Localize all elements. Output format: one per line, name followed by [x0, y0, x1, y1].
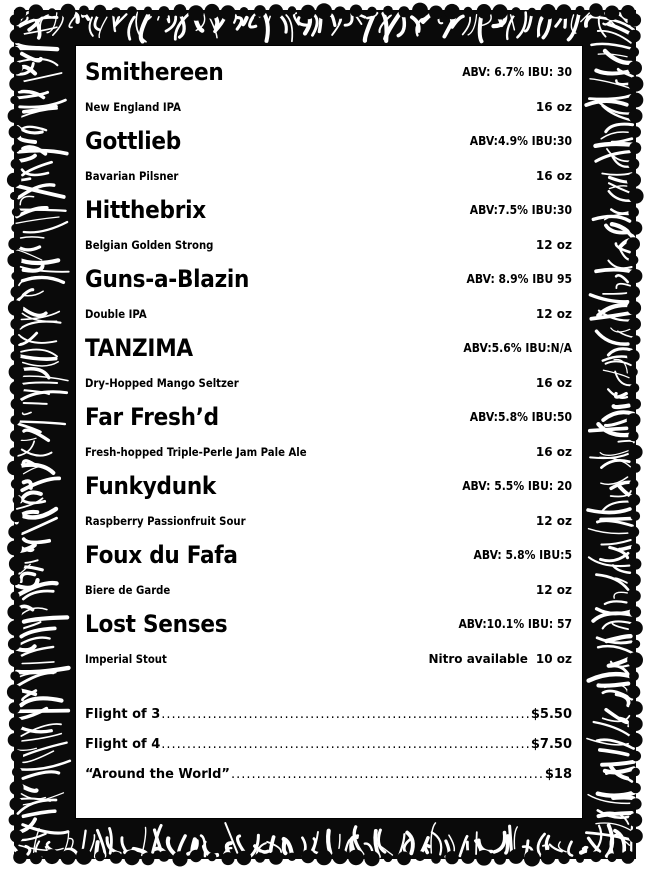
dot-leader [161, 706, 530, 724]
beer-serving [528, 100, 572, 114]
beer-serving [528, 583, 572, 597]
beer-style: Bavarian Pilsner [85, 169, 179, 183]
beer-name: Hitthebrix [85, 196, 206, 224]
beer-abv-ibu: ABV: 6.7% IBU: 30 [462, 65, 572, 79]
beer-name: Far Fresh’d [85, 403, 219, 431]
beer-name: Foux du Fafa [85, 541, 238, 569]
beer-abv-ibu: ABV: 5.5% IBU: 20 [462, 479, 572, 493]
beer-abv-ibu: ABV: 5.8% IBU:5 [473, 548, 572, 562]
beer-size: 10 oz [535, 652, 572, 666]
dot-leader [231, 766, 544, 784]
beer-entry [85, 403, 572, 465]
beer-abv-ibu: ABV:10.1% IBU: 57 [458, 617, 572, 631]
beer-serving [528, 169, 572, 183]
beer-name: Gottlieb [85, 127, 181, 155]
flight-label: “Around the World” [85, 767, 230, 782]
beer-name: Guns-a-Blazin [85, 265, 250, 293]
beer-serving [528, 376, 572, 390]
beer-size: 12 oz [535, 583, 572, 597]
beer-style: Biere de Garde [85, 583, 171, 597]
beer-style: Fresh-hopped Triple-Perle Jam Pale Ale [85, 445, 307, 459]
beer-note: Nitro available [428, 652, 528, 666]
beer-serving [528, 514, 572, 528]
beer-style: Double IPA [85, 307, 147, 321]
menu-panel [75, 45, 583, 819]
beer-entry [85, 196, 572, 258]
beer-name: Funkydunk [85, 472, 217, 500]
beer-size: 16 oz [535, 100, 572, 114]
flight-price: $5.50 [530, 707, 572, 722]
beer-size: 16 oz [535, 169, 572, 183]
beer-style: Imperial Stout [85, 652, 167, 666]
flight-price: $18 [544, 767, 572, 782]
beer-size: 16 oz [535, 445, 572, 459]
beer-style: New England IPA [85, 100, 181, 114]
beer-entry [85, 472, 572, 534]
beer-entry [85, 58, 572, 120]
beer-style: Dry-Hopped Mango Seltzer [85, 376, 239, 390]
beer-name: Lost Senses [85, 610, 228, 638]
beer-size: 12 oz [535, 238, 572, 252]
beer-size: 12 oz [535, 514, 572, 528]
beer-name: TANZIMA [85, 334, 193, 362]
beer-entry [85, 334, 572, 396]
beer-serving [528, 445, 572, 459]
beer-entry [85, 610, 572, 672]
beer-abv-ibu: ABV:4.9% IBU:30 [469, 134, 572, 148]
beer-style: Raspberry Passionfruit Sour [85, 514, 246, 528]
flight-label: Flight of 3 [85, 707, 161, 722]
dot-leader [161, 736, 530, 754]
flight-line [85, 706, 572, 724]
beer-size: 12 oz [535, 307, 572, 321]
beer-serving [528, 307, 572, 321]
flight-price: $7.50 [530, 737, 572, 752]
beer-entry [85, 127, 572, 189]
beer-entry [85, 541, 572, 603]
beer-serving [428, 652, 572, 666]
beer-abv-ibu: ABV: 8.9% IBU 95 [466, 272, 572, 286]
beer-name: Smithereen [85, 58, 224, 86]
beer-abv-ibu: ABV:5.6% IBU:N/A [463, 341, 572, 355]
beer-size: 16 oz [535, 376, 572, 390]
beer-abv-ibu: ABV:7.5% IBU:30 [469, 203, 572, 217]
flight-line [85, 766, 572, 784]
beer-style: Belgian Golden Strong [85, 238, 214, 252]
flight-label: Flight of 4 [85, 737, 161, 752]
beer-entry [85, 265, 572, 327]
beer-abv-ibu: ABV:5.8% IBU:50 [469, 410, 572, 424]
flight-line [85, 736, 572, 754]
beer-serving [528, 238, 572, 252]
